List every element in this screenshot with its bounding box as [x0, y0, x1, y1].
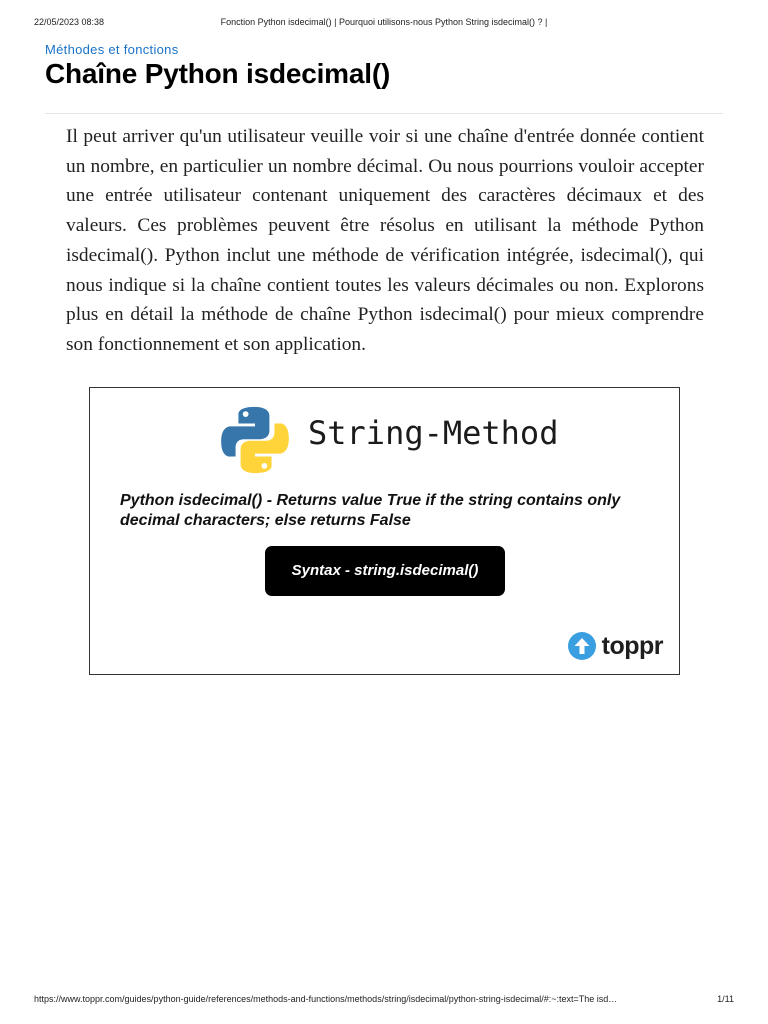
syntax-badge: Syntax - string.isdecimal() [265, 546, 505, 596]
print-document-title: Fonction Python isdecimal() | Pourquoi utilisons-nous Python String isdecimal() ? | [220, 17, 548, 27]
page-title: Chaîne Python isdecimal() [45, 58, 391, 89]
python-logo-icon [219, 404, 291, 476]
intro-paragraph: Il peut arriver qu'un utilisateur veuille voir si une chaîne d'entrée donnée contient un nombre, en particulier un nombre décimal. Ou nous pourrions vouloir accepter une entrée utilisateur contenant uniquement des caractères décimaux et des valeurs. Ces problèmes peuvent être résolus en utilisant la méthode Python isdecimal(). Python inclut une méthode de vérification intégrée, isdecimal(), qui nous indique si la chaîne contient toutes les valeurs décimales ou non. Explorons plus en détail la méthode de chaîne Python isdecimal() pour mieux comprendre son fonctionnement et son application. [66, 126, 704, 355]
brand-name: toppr [601, 631, 663, 660]
print-header [0, 17, 768, 31]
banner-description: Python isdecimal() - Returns value True if the string contains only decimal characters; else returns False [120, 492, 621, 529]
page-number: 1/11 [717, 994, 734, 1004]
print-datetime: 22/05/2023 08:38 [34, 17, 105, 27]
print-url: https://www.toppr.com/guides/python-guide/references/methods-and-functions/methods/string/isdecimal/python-string-isdecimal/#:~:text=The isd… [34, 994, 618, 1004]
breadcrumb-link[interactable]: Méthodes et fonctions [45, 42, 179, 57]
title-divider [45, 113, 723, 114]
up-arrow-circle-icon [568, 632, 596, 660]
string-method-banner-image [89, 387, 680, 675]
print-footer [0, 994, 768, 1008]
banner-title: String-Method [308, 414, 559, 452]
toppr-brand [568, 630, 663, 662]
